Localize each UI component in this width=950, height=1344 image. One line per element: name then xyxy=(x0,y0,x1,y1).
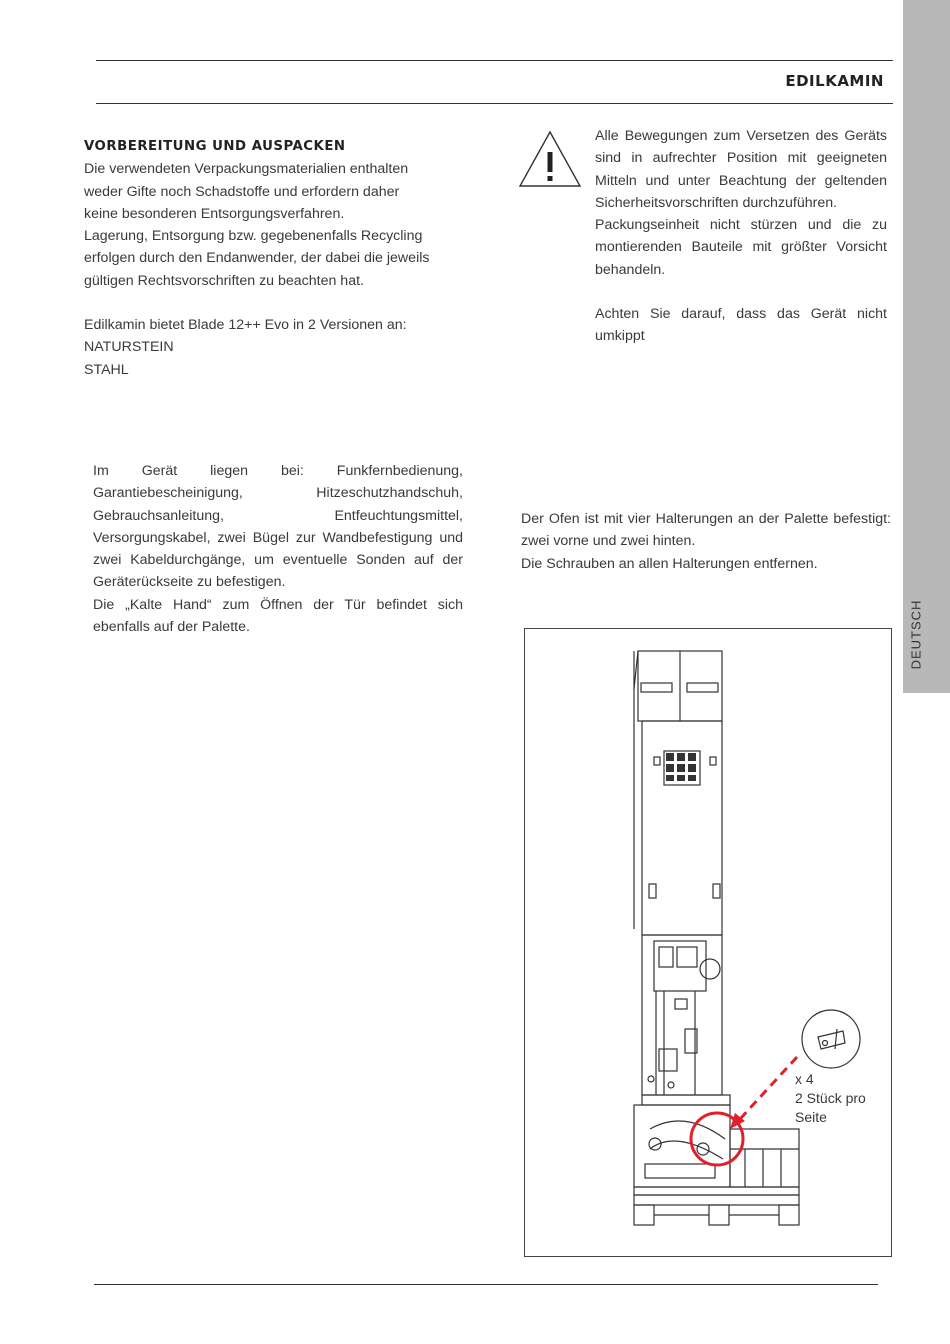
language-tab-label: DEUTSCH xyxy=(908,599,924,669)
version-item: NATURSTEIN xyxy=(84,339,174,356)
quantity-callout xyxy=(795,1070,866,1127)
callout-line: 2 Stück pro xyxy=(795,1090,866,1106)
pallet-block xyxy=(521,508,891,575)
section-heading: VORBEREITUNG UND AUSPACKEN xyxy=(84,139,346,154)
warning-triangle-icon xyxy=(518,130,582,188)
warning-block xyxy=(595,125,887,348)
pallet-text: Der Ofen ist mit vier Halterungen an der Palette befestigt: zwei vorne und zwei hinten. xyxy=(521,511,891,550)
screws-text: Die Schrauben an allen Halterungen entfernen. xyxy=(521,555,818,572)
intro-line: keine besonderen Entsorgungsverfahren. xyxy=(84,205,345,222)
edilkamin-logo: EDILKAMIN xyxy=(785,72,884,90)
intro-line: erfolgen durch den Endanwender, der dabei die jeweils xyxy=(84,250,430,267)
callout-quantity: x 4 xyxy=(795,1071,814,1087)
version-item: STAHL xyxy=(84,361,129,378)
intro-line: Die verwendeten Verpackungsmaterialien enthalten xyxy=(84,161,409,178)
versions-intro: Edilkamin bietet Blade 12++ Evo in 2 Versionen an: xyxy=(84,317,407,333)
package-contents-block xyxy=(93,460,463,638)
versions-block xyxy=(84,314,474,381)
package-contents-text: Im Gerät liegen bei: Funkfernbedienung, Garantiebescheinigung, Hitzeschutzhandschuh, Gebrauchsanleitung, Entfeuchtungsmittel, Versorgungskabel, zwei Bügel zur Wandbefestigung und zwei Kabeldurchgänge, um eventuelle Sonden auf der Geräterückseite zu befestigen. xyxy=(93,463,463,591)
unpacking-section xyxy=(84,136,474,292)
warning-text-handling: Alle Bewegungen zum Versetzen des Geräts sind in aufrechter Position mit geeigneten Mitteln und unter Beachtung der geltenden Sicherheitsvorschriften durchzuführen. xyxy=(595,128,887,211)
callout-line: Seite xyxy=(795,1109,827,1125)
header-bottom-rule xyxy=(96,103,893,104)
warning-text-care: Packungseinheit nicht stürzen und die zu montierenden Bauteile mit größter Vorsicht behandeln. xyxy=(595,217,887,278)
intro-line: Lagerung, Entsorgung bzw. gegebenenfalls Recycling xyxy=(84,228,423,245)
side-tab xyxy=(903,0,950,693)
footer-rule xyxy=(94,1284,878,1285)
header-top-rule xyxy=(96,60,893,61)
intro-line: gültigen Rechtsvorschriften zu beachten hat. xyxy=(84,272,364,289)
warning-text-tipping: Achten Sie darauf, dass das Gerät nicht umkippt xyxy=(595,306,887,345)
stove-on-pallet-drawing xyxy=(525,629,891,1256)
cold-hand-text: Die „Kalte Hand“ zum Öffnen der Tür befindet sich ebenfalls auf der Palette. xyxy=(93,596,463,636)
pallet-figure xyxy=(524,628,892,1257)
intro-line: weder Gifte noch Schadstoffe und erfordern daher xyxy=(84,183,400,200)
